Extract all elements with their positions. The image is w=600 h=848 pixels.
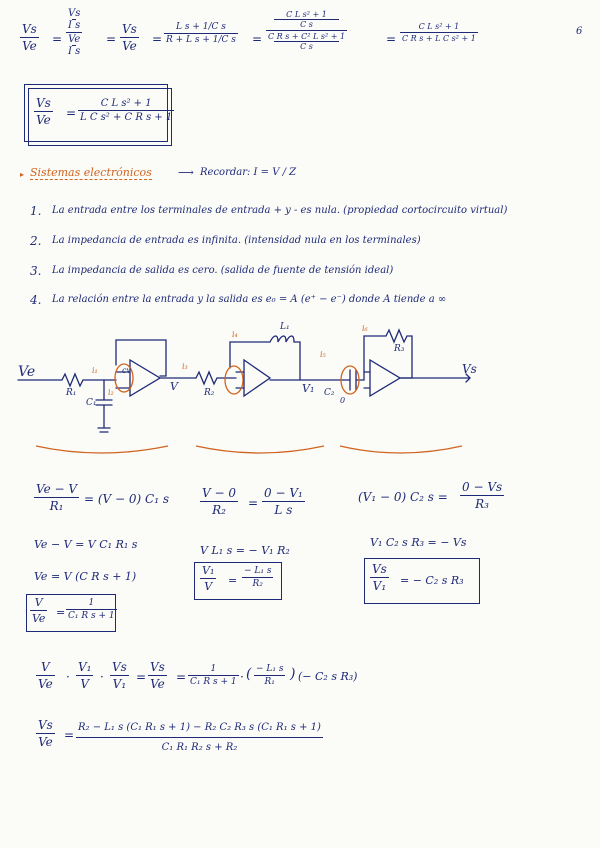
label-i3: i₃ [182, 362, 188, 371]
stage1-eq2: Ve − V = V C₁ R₁ s [34, 538, 138, 551]
top-f3-fraction: L s + 1/C s R + L s + 1/C s [166, 22, 236, 45]
stage2-eq2: V L₁ s = − V₁ R₂ [200, 544, 290, 557]
product-d: Vs Ve [150, 660, 165, 691]
final-rhs: R₂ − L₁ s (C₁ R₁ s + 1) − R₂ C₂ R₃ s (C₁ R₁ s + 1) C₁ R₁ R₂ s + R₂ [78, 722, 321, 753]
stage3-result-rhs: = − C₂ s R₃ [400, 574, 464, 587]
opamp-1 [130, 360, 160, 396]
product-c: Vs V₁ [112, 660, 127, 691]
list-item: La impedancia de entrada es infinita. (intensidad nula en los terminales) [52, 235, 421, 246]
stage1-eq1-rhs: = (V − 0) C₁ s [84, 492, 169, 506]
arrow-icon: ⟶ [178, 166, 194, 179]
list-item: La impedancia de salida es cero. (salida de fuente de tensión ideal) [52, 265, 394, 276]
label-v1: V₁ [302, 382, 315, 395]
top-f2-fraction: Vs Ve [122, 22, 137, 53]
stage1-eq1-lhs: Ve − V R₁ [36, 482, 78, 513]
stage1-result-lhs: V Ve [32, 596, 46, 625]
label-i5: i₅ [320, 350, 326, 359]
label-i6: i₆ [362, 324, 368, 333]
label-r2: R₂ [204, 388, 215, 398]
label-cv: cv [122, 366, 131, 375]
stage3-eq2: V₁ C₂ s R₃ = − Vs [370, 536, 467, 549]
label-l1: L₁ [280, 322, 290, 332]
list-item-number: 1. [30, 204, 42, 218]
node-marker-2 [225, 366, 243, 394]
capacitor-c2 [350, 370, 356, 390]
list-item: La entrada entre los terminales de entrada + y - es nula. (propiedad cortocircuito virtual) [52, 205, 508, 216]
label-vs: Vs [462, 362, 477, 376]
stage1-eq3: Ve = V (C R s + 1) [34, 570, 137, 583]
notebook-page: 6 Vs Ve = Vs I s Ve I s = Vs Ve = L s + 1/C s R + L s + 1/C s = C L s² + 1 C s C R s + C² L s² + 1 C s = C L s² + 1 C R s + L C s² + 1 Vs Ve = C L s² + 1 L C s² + C R s + 1 ▸ Sistemas electrónicos ⟶ Recordar: I = V / Z 1. La entrada entre los terminales de entrada + y - es nula. (propiedad cortocircuito virtual) 2. La impedancia de entrada es infinita. (intensidad nula en los terminales) 3. La impedancia de salida es cero. (salida de fuente de tensión ideal) 4. La relación entre la entrada y la salida es e₀ = A (e⁺ − e⁻) donde A tiende a ∞ Ve R₁ C₁ i₁ i₂ cv V i₃ R₂ i₄ L₁ V₁ i₅ C₂ i₆ R₃ 0 Vs Ve − V R₁ = (V − 0) C₁ s Ve − V = V C₁ R₁ s Ve = V (C R s + 1) V Ve = 1 C₁ R s + 1 V − 0 R₂ = 0 − V₁ L s V L₁ s = − V₁ R₂ V₁ V = − L₁ s R₂ (V₁ − 0) C₂ s = 0 − Vs R₃ V₁ C₂ s R₃ = − Vs Vs V₁ = − C₂ s R₃ V Ve · V₁ V · Vs V₁ = Vs Ve = 1 C₁ R s + 1 · ( − L₁ s R₁ ) (− C₂ s R₃) Vs Ve = R₂ − L₁ s (C₁ R₁ s + 1) − R₂ C₂ R₃ s (C₁ R₁ s + 1) C₁ R₁ R₂ s + R₂ [0, 0, 600, 848]
top-lhs-denominator: Ve [22, 39, 37, 53]
product-tail: (− C₂ s R₃) [298, 670, 358, 683]
stage3-eq1-rhs: 0 − Vs R₃ [462, 480, 503, 511]
stage3-eq1-lhs: (V₁ − 0) C₂ s = [358, 490, 448, 504]
list-item-number: 2. [30, 234, 42, 248]
stage2-result-rhs: − L₁ s R₂ [244, 566, 272, 589]
top-nested-num-num: Vs [68, 8, 81, 19]
product-e: 1 C₁ R s + 1 [190, 664, 237, 687]
label-r1: R₁ [66, 388, 77, 398]
list-item: La relación entre la entrada y la salida es e₀ = A (e⁺ − e⁻) donde A tiende a ∞ [52, 294, 447, 305]
top-nested-num-den: I s [68, 20, 81, 31]
resistor-r2 [196, 372, 236, 384]
top-nested-den-den: I s [68, 46, 81, 57]
stage-braces [36, 446, 462, 453]
list-item-number: 3. [30, 264, 42, 278]
opamp-3 [370, 360, 400, 396]
label-zero: 0 [340, 396, 346, 405]
boxed-rhs: C L s² + 1 L C s² + C R s + 1 [80, 98, 173, 123]
product-b: V₁ V [78, 660, 92, 691]
stage2-eq1-lhs: V − 0 R₂ [202, 486, 236, 517]
final-lhs: Vs Ve [38, 718, 53, 749]
boxed-lhs: Vs Ve [36, 96, 51, 127]
recall-note: Recordar: I = V / Z [200, 167, 297, 178]
stage1-result-rhs: 1 C₁ R s + 1 [68, 598, 115, 621]
label-c1: C₁ [86, 398, 97, 408]
page-number: 6 [576, 26, 583, 37]
stage2-eq1-rhs: 0 − V₁ L s [264, 486, 303, 517]
stage3-result-lhs: Vs V₁ [372, 562, 387, 593]
product-f: − L₁ s R₁ [256, 664, 284, 687]
bullet-icon: ▸ [20, 170, 25, 179]
top-lhs-numerator: Vs [22, 22, 37, 36]
label-i4: i₄ [232, 330, 238, 339]
top-f5-fraction: C L s² + 1 C R s + L C s² + 1 [402, 22, 476, 43]
label-r3: R₃ [394, 344, 405, 354]
inductor-l1 [230, 336, 300, 380]
label-i1: i₁ [92, 366, 98, 375]
label-c2: C₂ [324, 388, 335, 398]
label-v: V [170, 380, 178, 393]
opamp-2 [244, 360, 270, 396]
section-title: Sistemas electrónicos [30, 166, 152, 179]
stage2-result-lhs: V₁ V [202, 564, 215, 593]
top-f4-fraction: C L s² + 1 C s C R s + C² L s² + 1 C s [268, 10, 346, 51]
product-a: V Ve [38, 660, 53, 691]
label-i2: i₂ [108, 388, 114, 397]
label-ve: Ve [18, 364, 36, 380]
top-nested-den-num: Ve [68, 34, 81, 45]
list-item-number: 4. [30, 293, 42, 307]
